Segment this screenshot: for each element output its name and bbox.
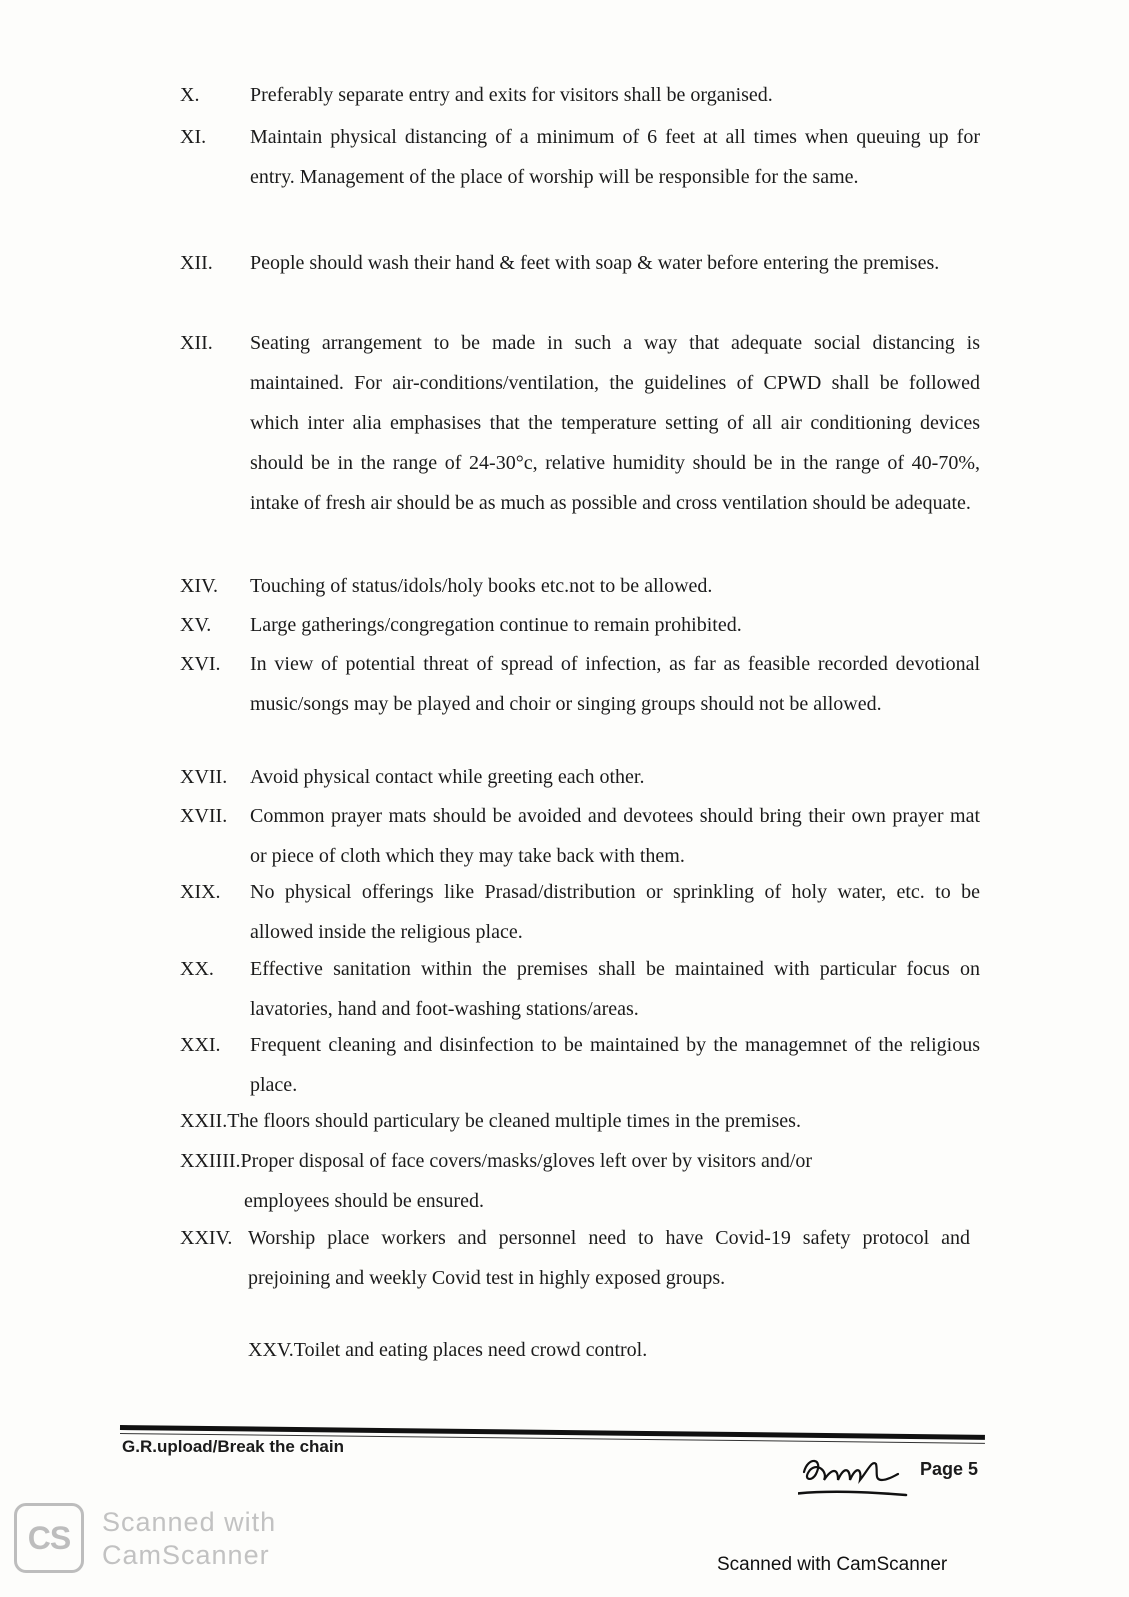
item-text: Proper disposal of face covers/masks/gloves left over by visitors and/or employees should be ensured. [240,1150,813,1212]
item-text: In view of potential threat of spread of infection, as far as feasible recorded devotional music/songs may be played and choir or singing groups should not be allowed. [250,653,980,715]
signature-icon [798,1450,918,1500]
list-item [180,75,980,115]
item-number: XXIIII. [180,1150,241,1172]
item-number: XVI. [180,653,221,675]
list-item [180,1141,880,1221]
item-number: XX. [180,958,214,980]
list-item [180,757,980,797]
item-text: The floors should particulary be cleaned multiple times in the premises. [227,1110,801,1132]
item-text: Worship place workers and personnel need to have Covid-19 safety protocol and prejoining and weekly Covid test in highly exposed groups. [248,1227,970,1289]
item-text: Maintain physical distancing of a minimum of 6 feet at all times when queuing up for entry. Management of the place of worship will be responsible for the same. [250,126,980,188]
list-item [180,323,980,523]
item-number: XXV. [248,1339,294,1361]
item-text: Toilet and eating places need crowd control. [293,1339,648,1361]
item-number: XXI. [180,1034,221,1056]
item-text: No physical offerings like Prasad/distribution or sprinkling of holy water, etc. to be allowed inside the religious place. [250,881,980,943]
item-number: XIX. [180,881,221,903]
camscanner-logo-icon: CS [14,1503,84,1573]
footer-reference: G.R.upload/Break the chain [122,1437,344,1456]
item-text: Touching of status/idols/holy books etc.not to be allowed. [250,575,713,597]
item-text: People should wash their hand & feet with soap & water before entering the premises. [250,252,940,274]
item-number: XV. [180,614,212,636]
item-number: XVII. [180,766,228,788]
item-number: XII. [180,332,213,354]
list-item [180,605,980,645]
item-text: Effective sanitation within the premises shall be maintained with particular focus on lavatories, hand and foot-washing stations/areas. [250,958,980,1020]
item-number: XVII. [180,805,228,827]
list-item [180,872,980,952]
item-number: XXII. [180,1110,228,1132]
list-item [180,243,980,283]
item-number: X. [180,84,200,106]
list-item [180,1218,970,1298]
item-text: Large gatherings/congregation continue to remain prohibited. [250,614,742,636]
item-number: XXIV. [180,1227,233,1249]
item-text: Preferably separate entry and exits for visitors shall be organised. [250,84,773,106]
item-number: XI. [180,126,207,148]
camscanner-watermark [102,1506,276,1572]
watermark-line-1: Scanned with [102,1507,277,1537]
page-number: Page 5 [920,1459,979,1479]
list-item [180,644,980,724]
item-number: XIV. [180,575,218,597]
list-item [180,1025,980,1105]
item-text: Seating arrangement to be made in such a way that adequate social distancing is maintained. For air-conditions/ventilation, the guidelines of CPWD shall be followed which inter alia emphasises that the temperature setting of all air conditioning devices should be in the range of 24-30°c, relative humidity should be in the range of 40-70%, intake of fresh air should be as much as possible and cross ventilation should be adequate. [250,332,980,514]
item-text: Common prayer mats should be avoided and devotees should bring their own prayer mat or piece of cloth which they may take back with them. [250,805,980,867]
list-item [248,1330,848,1370]
list-item [180,796,980,876]
list-item [180,949,980,1029]
list-item [180,117,980,197]
list-item [180,566,980,606]
scanned-with-label: Scanned with CamScanner [717,1554,948,1575]
list-item [180,1101,980,1141]
item-number: XII. [180,252,213,274]
item-text: Frequent cleaning and disinfection to be maintained by the managemnet of the religious place. [250,1034,980,1096]
item-text: Avoid physical contact while greeting each other. [250,766,645,788]
watermark-line-2: CamScanner [102,1540,270,1570]
